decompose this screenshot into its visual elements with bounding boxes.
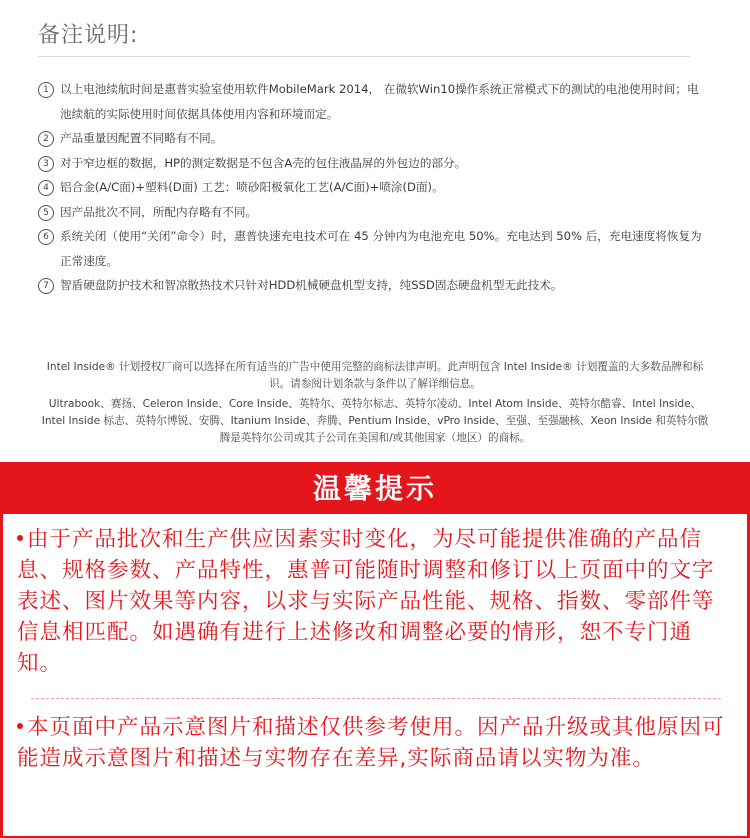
note-number: 3 [38,156,54,172]
tip-item [17,524,729,679]
tip-text: 本页面中产品示意图片和描述仅供参考使用。因产品升级或其他原因可能造成示意图片和描述与实物存在差异,实际商品请以实物为准。 [17,715,725,771]
note-text: 智盾硬盘防护技术和智凉散热技术只针对HDD机械硬盘机型支持，纯SSD固态硬盘机型无此技术。 [60,278,563,292]
note-number: 7 [38,278,54,294]
note-number: 2 [38,131,54,147]
note-text: 系统关闭（使用“关闭”命令）时，惠普快速充电技术可在 45 分钟内为电池充电 50%。充电达到 50% 后，充电速度将恢复为正常速度。 [60,229,702,268]
bullet-icon [17,535,23,541]
notes-title: 备注说明: [38,23,139,48]
note-text: 产品重量因配置不同略有不同。 [60,131,223,145]
note-item [38,224,710,273]
note-text: 铝合金(A/C面)+塑料(D面) 工艺：喷砂阳极氧化工艺(A/C面)+喷涂(D面)。 [60,180,444,194]
tips-body [3,514,747,836]
note-text: 对于窄边框的数据，HP的测定数据是不包含A壳的包住液晶屏的外包边的部分。 [60,155,467,170]
tips-panel [0,462,750,838]
trademark-paragraph: Ultrabook、赛扬、Celeron Inside、Core Inside、英特尔、英特尔标志、英特尔凌动、Intel Atom Inside、英特尔酷睿、Intel Inside、Intel Inside 标志、英特尔博锐、安腾、Itanium Inside、奔腾、Pentium Inside、vPro Inside、至强、至强融核、Xeon Inside 和英特尔傲腾是英特尔公司或其子公司在美国和/或其他国家（地区）的商标。 [41,398,709,444]
note-number: 1 [38,82,54,98]
note-number: 4 [38,180,54,196]
trademark-notice [40,359,710,447]
notes-list [38,77,710,298]
trademark-paragraph: Intel Inside® 计划授权厂商可以选择在所有适当的广告中使用完整的商标法律声明。此声明包含 Intel Inside® 计划覆盖的大多数品牌和标识。请参阅计划条款与条件以了解详细信息。 [46,361,704,390]
note-item [38,151,710,176]
note-text: 因产品批次不同，所配内存略有不同。 [60,204,258,219]
tips-title: 温馨提示 [312,472,437,505]
tip-text: 由于产品批次和生产供应因素实时变化，为尽可能提供准确的产品信息、规格参数、产品特性，惠普可能随时调整和修订以上页面中的文字表述、图片效果等内容，以求与实际产品性能、规格、指数、零部件等信息相匹配。如遇确有进行上述修改和调整必要的情形，恕不专门通知。 [17,527,715,676]
note-number: 5 [38,205,54,221]
bullet-icon [17,723,23,729]
note-item [38,175,710,200]
tips-divider [31,698,721,699]
note-item [38,126,710,151]
notes-divider [38,56,690,57]
note-item [38,273,710,298]
note-text: 以上电池续航时间是惠普实验室使用软件MobileMark 2014， 在微软Win10操作系统正常模式下的测试的电池使用时间；电池续航的实际使用时间依据具体使用内容和环境而定。 [60,82,699,121]
note-number: 6 [38,229,54,245]
note-item [38,200,710,225]
tip-item [17,712,729,774]
note-item [38,77,710,126]
